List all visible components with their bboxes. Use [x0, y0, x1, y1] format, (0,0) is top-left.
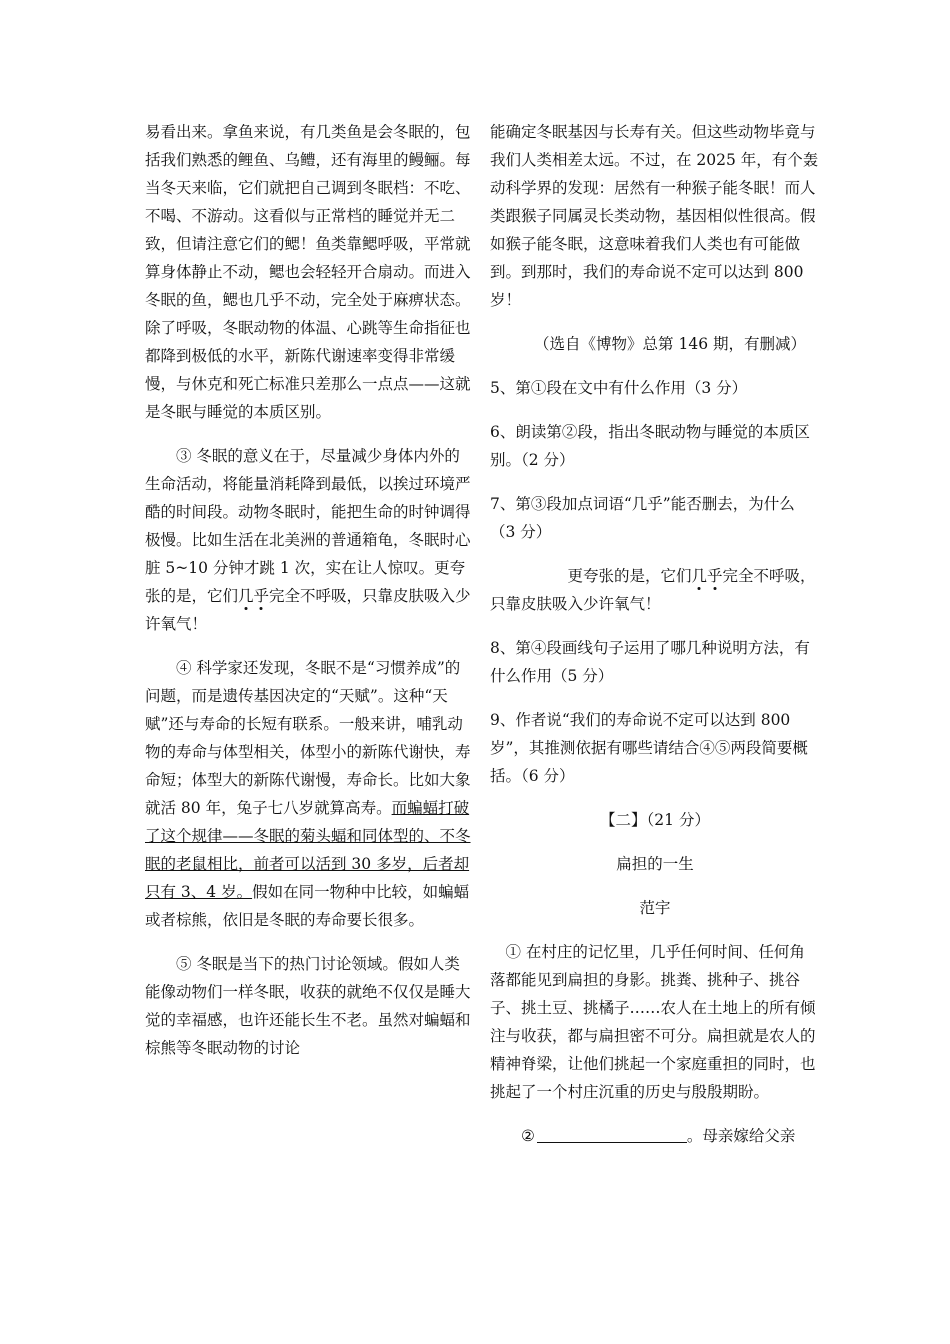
dotted-char: 乎 [253, 587, 270, 605]
quoted-text: 完全不呼吸，只靠皮肤吸入少许氧气 [490, 567, 816, 613]
underlined-sentence: 而蝙蝠打破了这个规律——冬眠的菊头蝠和同体型的、不冬眠的老鼠相比，前者可以活到 30 多岁，后者却只有 3、4 岁。 [145, 799, 471, 901]
quoted-sentence [490, 562, 820, 618]
paragraph-5-continued: 能确定冬眠基因与长寿有关。但这些动物毕竟与我们人类相差太远。不过，在 2025 年，有个轰动科学界的发现：居然有一种猴子能冬眠！而人类跟猴子同属灵长类动物，基因相似性很高。假如猴子能冬眠，这意味着我们人类也有可能做到。到那时，我们的寿命说不定可以达到 800 岁！ [490, 123, 819, 309]
quoted-text: 更夸张的是，它们 [567, 567, 692, 585]
question-5: 5、第①段在文中有什么作用（3 分） [490, 379, 748, 397]
dotted-char: 几 [238, 587, 254, 605]
quoted-text: ！ [645, 595, 661, 613]
fill-in-blank[interactable] [537, 1124, 687, 1143]
story-paragraph-1: ① 在村庄的记忆里，几乎任何时间、任何角落都能见到扁担的身影。挑粪、挑种子、挑谷子、挑土豆、挑橘子……农人在土地上的所有倾注与收获，都与扁担密不可分。扁担就是农人的精神脊梁，让他们挑起一个家庭重担的同时，也挑起了一个村庄沉重的历史与殷殷期盼。 [490, 943, 816, 1101]
section-heading: 【二】（21 分） [600, 811, 710, 829]
paragraph-4-text: 假如在同一物种中比较，如蝙蝠或者棕熊，依旧是冬眠的寿命要长很多。 [145, 883, 470, 929]
question-9: 9、作者说“我们的寿命说不定可以达到 800 岁”，其推测依据有哪些请结合④⑤两段简要概括。（6 分） [490, 711, 808, 785]
story-paragraph-2-number: ② [521, 1127, 535, 1145]
paragraph-3-text: ！ [191, 615, 208, 633]
paragraph-3-text: ③ 冬眠的意义在于，尽量减少身体内外的生命活动，将能量消耗降到最低，以挨过环境严酷的时间段。动物冬眠时，能把生命的时钟调得极慢。比如生活在北美洲的普通箱龟，冬眠时心脏 5~10 分钟才跳 1 次，实在让人惊叹。更夸张的是，它们 [145, 447, 471, 605]
paragraph-4-text: ④ 科学家还发现，冬眠不是“习惯养成”的问题，而是遗传基因决定的“天赋”。这种“天赋”还与寿命的长短有联系。一般来讲，哺乳动物的寿命与体型相关，体型小的新陈代谢快，寿命短；体型大的新陈代谢慢，寿命长。比如大象就活 80 年，兔子七八岁就算高寿。 [145, 659, 471, 817]
left-column [145, 118, 475, 1078]
paragraph-3-text: 完全不呼吸，只靠皮肤吸入少许氧气 [145, 587, 471, 633]
paragraph-4 [145, 654, 475, 934]
question-7: 7、第③段加点词语“几乎”能否删去，为什么（3 分） [490, 495, 795, 541]
dotted-char: 几 [691, 567, 708, 585]
story-author: 范宇 [639, 899, 671, 917]
question-8: 8、第④段画线句子运用了哪几种说明方法，有什么作用（5 分） [490, 639, 810, 685]
source-note: （选自《博物》总第 146 期，有删减） [534, 335, 806, 353]
story-title: 扁担的一生 [616, 855, 694, 873]
paragraph-5: ⑤ 冬眠是当下的热门讨论领域。假如人类能像动物们一样冬眠，收获的就绝不仅仅是睡大觉的幸福感，也许还能长生不老。虽然对蝙蝠和棕熊等冬眠动物的讨论 [145, 955, 471, 1057]
story-paragraph-2 [490, 1122, 820, 1150]
dotted-char: 乎 [707, 567, 723, 585]
question-6: 6、朗读第②段，指出冬眠动物与睡觉的本质区别。（2 分） [490, 423, 810, 469]
paragraph-2: 易看出来。拿鱼来说，有几类鱼是会冬眠的，包括我们熟悉的鲤鱼、乌鳢，还有海里的鳗鲡。每当冬天来临，它们就把自己调到冬眠档：不吃、不喝、不游动。这看似与正常档的睡觉并无二致，但请注意它们的鳃！鱼类靠鳃呼吸，平常就算身体静止不动，鳃也会轻轻开合扇动。而进入冬眠的鱼，鳃也几乎不动，完全处于麻痹状态。除了呼吸，冬眠动物的体温、心跳等生命指征也都降到极低的水平，新陈代谢速率变得非常缓慢，与休克和死亡标准只差那么一点点——这就是冬眠与睡觉的本质区别。 [145, 123, 471, 421]
right-column [490, 118, 820, 1166]
paragraph-3 [145, 442, 475, 638]
story-paragraph-2-text: 。母亲嫁给父亲 [686, 1127, 796, 1145]
